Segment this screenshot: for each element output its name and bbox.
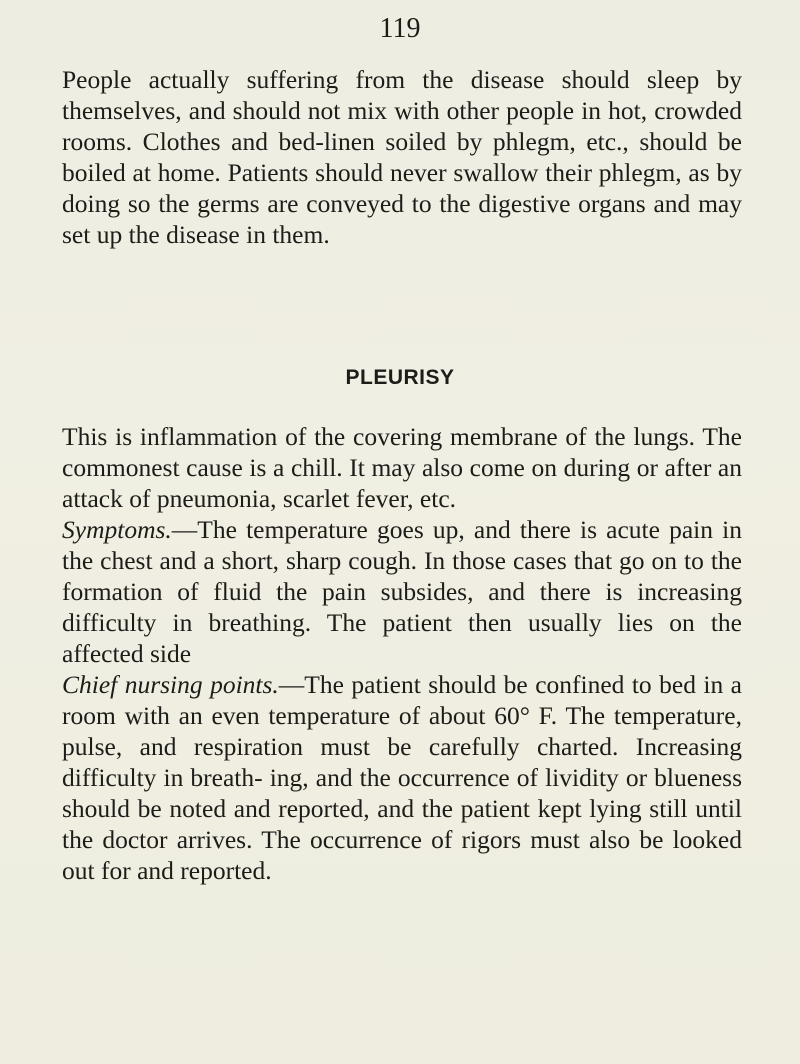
symptoms-text: —The temperature goes up, and there is acute pain in the chest and a short, sharp cough. In those cases that go on to the formation of fluid the pain subsides, and there is increasing difficulty in breathing. The patient then usually lies on the affected side: [62, 515, 742, 668]
symptoms-paragraph: [62, 514, 742, 669]
symptoms-label: Symptoms.: [62, 515, 172, 544]
nursing-text: —The patient should be confined to bed in a room with an even temperature of about 60° F. The temperature, pulse, and respiration must be carefully charted. Increasing difficulty in breath- ing, and the occurrence of lividity or blueness should be noted and reported, and the patient kept lying still until the doctor arrives. The occurrence of rigors must also be looked out for and reported.: [62, 670, 742, 885]
intro-paragraph: People actually suffering from the disease should sleep by themselves, and should not mix with other people in hot, crowded rooms. Clothes and bed-linen soiled by phlegm, etc., should be boiled at home. Patients should never swallow their phlegm, as by doing so the germs are conveyed to the digestive organs and may set up the disease in them.: [62, 65, 742, 249]
page-number: 119: [379, 13, 421, 44]
nursing-label: Chief nursing points.: [62, 670, 279, 699]
definition-paragraph: This is inflammation of the covering membrane of the lungs. The commonest cause is a chill. It may also come on during or after an attack of pneumonia, scarlet fever, etc.: [62, 422, 742, 513]
nursing-paragraph: [62, 669, 742, 886]
section-heading: PLEURISY: [345, 366, 455, 389]
section-body: [62, 421, 742, 886]
